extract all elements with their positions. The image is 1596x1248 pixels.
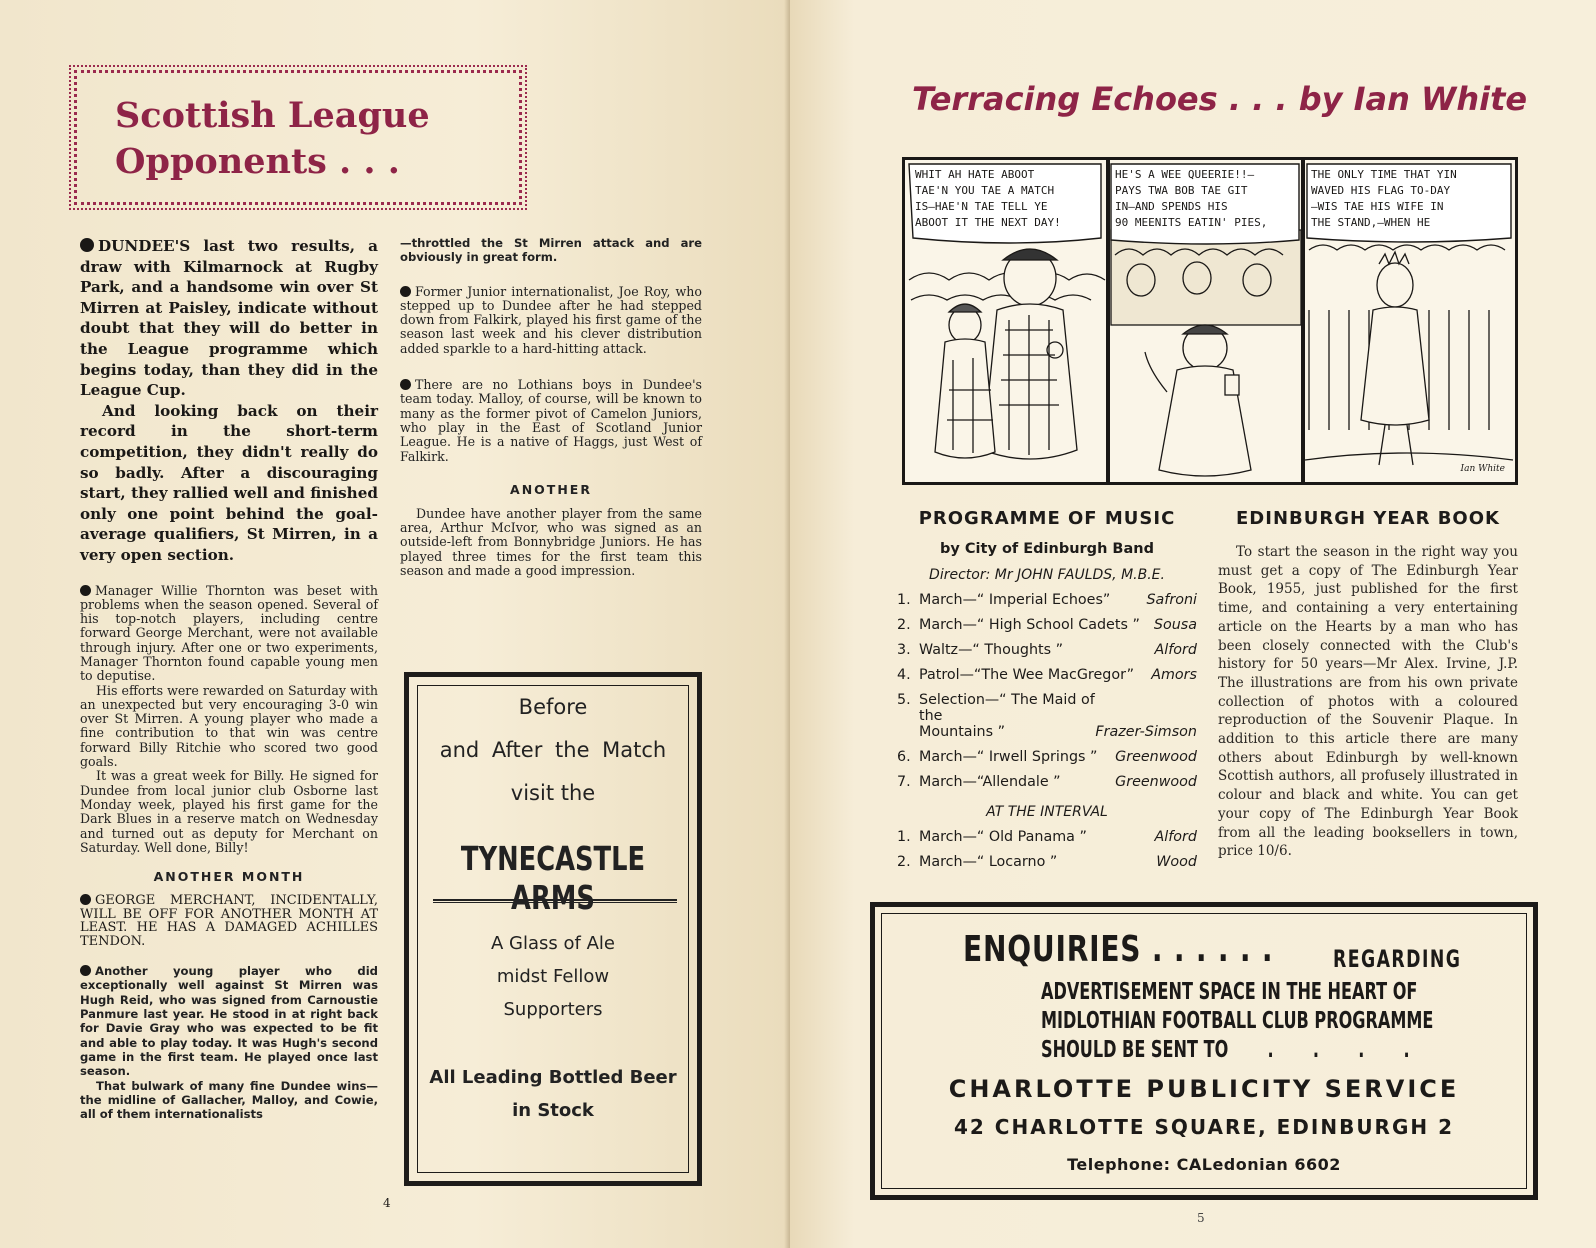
interval-music-list <box>897 829 1197 870</box>
music-item-composer: Wood <box>1156 854 1197 870</box>
lead-paragraph-1: DUNDEE'S last two results, a draw with Kilmarnock at Rugby Park, and a handsome win over St Mirren at Paisley, indicate without doubt that they will do better in the League programme which begins today, than they did in the League Cup. <box>80 237 378 400</box>
music-item-number: 1. <box>897 592 911 608</box>
enquiries-regarding: REGARDING <box>1333 945 1462 973</box>
music-item-number: 3. <box>897 642 911 658</box>
bubble-3-line-1: THE ONLY TIME THAT YIN <box>1311 168 1457 181</box>
para-throttled: —throttled the St Mirren attack and are obviously in great form. <box>400 236 702 265</box>
advert-line-glass: A Glass of Ale <box>491 933 615 954</box>
advert-line-midst: midst Fellow <box>496 966 610 987</box>
heading-line-1: Scottish League <box>115 95 430 136</box>
programme-band: by City of Edinburgh Band <box>940 541 1154 557</box>
programme-director: Director: Mr JOHN FAULDS, M.B.E. <box>929 567 1165 583</box>
enquiries-advert <box>870 902 1538 1200</box>
enquiries-line-1: ADVERTISEMENT SPACE IN THE HEART OF <box>1041 979 1418 1005</box>
bullet-icon <box>80 238 94 252</box>
middle-column <box>400 236 702 578</box>
edinburgh-year-book <box>1218 508 1518 861</box>
bubble-1-line-3: IS—HAE'N TAE TELL YE <box>915 200 1048 213</box>
bullet-icon <box>80 894 91 905</box>
advert-line-supporters: Supporters <box>503 999 603 1020</box>
music-item-number: 7. <box>897 774 911 790</box>
section-heading-box <box>74 70 522 205</box>
programme-title: PROGRAMME OF MUSIC <box>918 508 1176 529</box>
music-item-composer: Sousa <box>1153 617 1197 633</box>
music-item-title: March—“ Imperial Echoes” <box>919 592 1111 608</box>
left-page <box>0 0 790 1248</box>
enquiries-line-3: SHOULD BE SENT TO . . . . <box>1041 1037 1410 1063</box>
enquiries-address: 42 CHARLOTTE SQUARE, EDINBURGH 2 <box>954 1115 1454 1139</box>
cartoon-signature: Ian White <box>1460 464 1505 474</box>
music-item-composer: Greenwood <box>1115 749 1197 765</box>
page-number-right: 5 <box>1197 1211 1205 1225</box>
para-mcivor: Dundee have another player from the same area, Arthur McIvor, who was signed as an outside-left from Bonnybridge Juniors. He has played three times for the first team this season and made a good impression. <box>400 505 702 579</box>
para-efforts: His efforts were rewarded on Saturday with an unexpected but very encouraging 3-0 win over St Mirren. A young player who made a fine contribution to that win was centre forward Billy Ritchie who scored two good goals. <box>80 682 378 770</box>
music-item <box>897 854 1197 870</box>
bubble-3-line-2: WAVED HIS FLAG TO-DAY <box>1311 184 1451 197</box>
para-bulwark: That bulwark of many fine Dundee wins—the midline of Gallacher, Malloy, and Cowie, all of them internationalists <box>80 1078 378 1122</box>
interval-heading: AT THE INTERVAL <box>986 804 1108 820</box>
bubble-1-line-4: ABOOT IT THE NEXT DAY! <box>915 216 1061 229</box>
bullet-icon <box>80 585 91 596</box>
enquiries-company: CHARLOTTE PUBLICITY SERVICE <box>948 1075 1460 1103</box>
music-item <box>897 617 1197 633</box>
left-column <box>80 236 378 1121</box>
bubble-2-line-3: IN—AND SPENDS HIS <box>1115 200 1228 213</box>
bubble-1-line-1: WHIT AH HATE ABOOT <box>915 168 1035 181</box>
music-item-composer: Safroni <box>1146 592 1197 608</box>
music-item-title: Patrol—“The Wee MacGregor” <box>919 667 1135 683</box>
bubble-2-line-4: 90 MEENITS EATIN' PIES, <box>1115 216 1268 229</box>
enquiries-telephone: Telephone: CALedonian 6602 <box>1067 1155 1341 1174</box>
music-item <box>897 829 1197 845</box>
advert-line-beer: All Leading Bottled Beer <box>429 1067 677 1088</box>
yearbook-title: EDINBURGH YEAR BOOK <box>1236 508 1500 529</box>
advert-line-after-match: and After the Match <box>439 738 667 762</box>
section-heading <box>115 93 515 185</box>
advert-line-visit: visit the <box>510 781 596 805</box>
subhead-another-month: ANOTHER MONTH <box>153 869 305 885</box>
cartoon-illustration <box>905 160 1515 482</box>
bubble-3-line-4: THE STAND,—WHEN HE <box>1311 216 1431 229</box>
music-list <box>897 592 1197 790</box>
music-item-title: March—“ Locarno ” <box>919 854 1058 870</box>
music-item-number: 5. <box>897 692 911 708</box>
advert-line-stock: in Stock <box>512 1100 594 1121</box>
advert-divider <box>433 899 677 903</box>
heading-line-2: Opponents . . . <box>115 141 400 182</box>
music-item-composer: Frazer-Simson <box>1095 724 1197 740</box>
bullet-icon <box>80 965 91 976</box>
bubble-2-line-1: HE'S A WEE QUEERIE!!— <box>1115 168 1255 181</box>
cartoon-strip <box>902 157 1518 485</box>
para-lothians: There are no Lothians boys in Dundee's team today. Malloy, of course, will be known to many as the former pivot of Camelon Juniors, who play in the East of Scotland Junior League. He is a native of Haggs, just West of Falkirk. <box>400 377 702 464</box>
subhead-another: ANOTHER <box>510 481 592 497</box>
music-item-number: 4. <box>897 667 911 683</box>
music-item <box>897 749 1197 765</box>
bubble-1-line-2: TAE'N YOU TAE A MATCH <box>915 184 1055 197</box>
music-item-number: 1. <box>897 829 911 845</box>
enquiries-line-2: MIDLOTHIAN FOOTBALL CLUB PROGRAMME <box>1041 1008 1434 1034</box>
para-roy: Former Junior internationalist, Joe Roy, who stepped up to Dundee after he had stepped down from Falkirk, played his first game of the season last week and his clever distribution added sparkle to a hard-hitting attack. <box>400 283 702 356</box>
music-item-title: March—“Allendale ” <box>919 774 1061 790</box>
music-item-composer: Greenwood <box>1115 774 1197 790</box>
bubble-3-line-3: —WIS TAE HIS WIFE IN <box>1311 200 1444 213</box>
music-item-composer: Alford <box>1154 642 1197 658</box>
bullet-icon <box>400 379 411 390</box>
music-item <box>897 667 1197 683</box>
music-item-number: 2. <box>897 854 911 870</box>
music-item-title: March—“ Old Panama ” <box>919 829 1087 845</box>
music-item-number: 2. <box>897 617 911 633</box>
music-item-title: March—“ High School Cadets ” <box>919 617 1140 633</box>
music-item <box>897 692 1197 740</box>
bullet-icon <box>400 286 411 297</box>
para-thornton: Manager Willie Thornton was beset with problems when the season opened. Several of his top-notch players, including centre forward George Merchant, were not available through injury. After one or two experiments, Manager Thornton found capable young men to deputise. <box>80 582 378 684</box>
para-billy: It was a great week for Billy. He signed for Dundee from local junior club Osborne last Monday week, played his first game for the Dark Blues in a reserve match on Wednesday and turned out as deputy for Merchant on Saturday. Well done, Billy! <box>80 768 378 855</box>
advert-pub-name: TYNECASTLE ARMS <box>460 839 646 917</box>
music-item-title: Selection—“ The Maid of the Mountains ” <box>919 692 1095 740</box>
bubble-2-line-2: PAYS TWA BOB TAE GIT <box>1115 184 1248 197</box>
enquiries-title: ENQUIRIES . . . . . . <box>963 929 1274 970</box>
music-item <box>897 642 1197 658</box>
lead-paragraph-2: And looking back on their record in the short-term competition, they didn't really do so badly. After a discouraging start, they rallied well and finished only one point behind the goal-average qualifiers, St Mirren, in a very open section. <box>80 401 378 564</box>
para-merchant: GEORGE MERCHANT, INCIDENTALLY, WILL BE OFF FOR ANOTHER MONTH AT LEAST. HE HAS A DAMAGED ACHILLES TENDON. <box>80 893 378 949</box>
tynecastle-arms-advert <box>404 672 702 1186</box>
music-item-title: Waltz—“ Thoughts ” <box>919 642 1064 658</box>
yearbook-body: To start the season in the right way you must get a copy of The Edinburgh Year Book, 1955, just published for the first time, and containing a very entertaining article on the Hearts by a man who has been closely connected with the Club's history for 50 years—Mr Alex. Irvine, J.P. The illustrations are from his own private collection of photos with a coloured reproduction of the Souvenir Plaque. In addition to this article there are many others about Edinburgh by well-known Scottish authors, all profusely illustrated in colour and black and white. You can get your copy of The Edinburgh Year Book from all the leading booksellers in town, price 10/6. <box>1218 544 1518 860</box>
music-item-composer: Amors <box>1151 667 1197 683</box>
music-item <box>897 774 1197 790</box>
para-reid: Another young player who did exceptionally well against St Mirren was Hugh Reid, who was signed from Carnoustie Panmure last year. He stood in at right back for Davie Gray who was expected to be fit and able to play today. It was Hugh's second game in the first team. He played once last season. <box>80 964 378 1079</box>
advert-line-before: Before <box>518 695 588 719</box>
page-number-left: 4 <box>383 1196 391 1210</box>
terracing-echoes-title: Terracing Echoes . . . by Ian White <box>912 80 1528 118</box>
music-item-composer: Alford <box>1154 829 1197 845</box>
programme-of-music <box>897 508 1197 870</box>
music-item <box>897 592 1197 608</box>
music-item-title: March—“ Irwell Springs ” <box>919 749 1098 765</box>
music-item-number: 6. <box>897 749 911 765</box>
